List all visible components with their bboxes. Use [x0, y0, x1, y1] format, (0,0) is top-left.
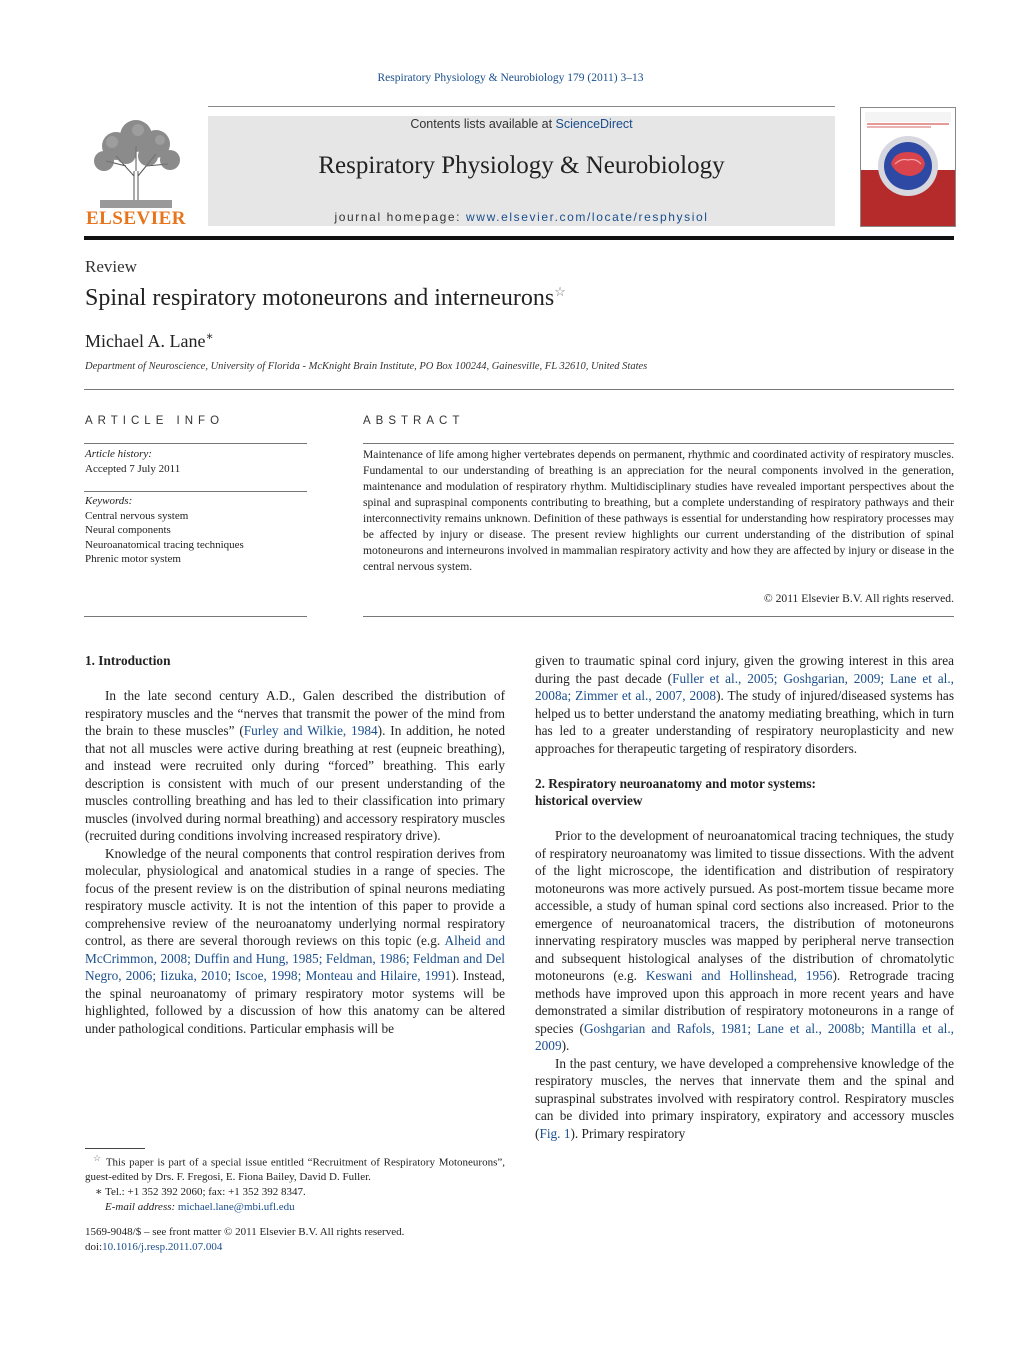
heading-line: historical overview	[535, 793, 643, 808]
email-label: E-mail address:	[105, 1201, 176, 1214]
abstract-heading: ABSTRACT	[363, 415, 465, 427]
keyword-item: Phrenic motor system	[85, 553, 181, 565]
citation-link[interactable]: Goshgarian and Rafols, 1981; Lane et al., 2008b; Mantilla et al., 2009	[535, 1020, 955, 1053]
divider	[84, 491, 307, 492]
history-label: Article history:	[85, 448, 152, 460]
elsevier-tree-logo	[86, 116, 186, 210]
text: Prior to the development of neuroanatomical tracing techniques, the study of respiratory neuroanatomy was limited to tissue dissections. With the advent of the light microscope, the identification and distribution of respiratory motoneurons was more actively pursued. As post-mortem tissue became more accessible, a study of human spinal cord sections also increased. Prior to the emergence of neuroanatomical tracers, the distribution of motoneurons innervating respiratory muscles was mapped by peripheral nerve transection and subsequent histological analyses of the distribution of chromatolytic motoneurons (e.g.	[535, 828, 954, 983]
divider	[84, 616, 307, 617]
author-affiliation: Department of Neuroscience, University of Florida - McKnight Brain Institute, PO Box 100244, Gainesville, FL 32610, United States	[85, 361, 648, 372]
keyword-item: Central nervous system	[85, 509, 189, 522]
text: This paper is part of a special issue entitled “Recruitment of Respiratory Motoneurons”, guest-edited by Drs. F. Fregosi, E. Fiona Bailey, David D. Fuller.	[85, 1156, 506, 1184]
citation-link[interactable]: Keswani and Hollinshead, 1956	[645, 968, 833, 983]
header-bottom-rule	[84, 236, 954, 240]
doi-prefix: doi:	[85, 1241, 103, 1253]
keywords	[85, 494, 307, 567]
paragraph	[85, 687, 505, 845]
figure-link[interactable]: Fig. 1	[539, 1125, 571, 1141]
article-title-text: Spinal respiratory motoneurons and interneurons	[85, 285, 555, 311]
section-heading-introduction: 1. Introduction	[85, 653, 171, 668]
email-link[interactable]: michael.lane@mbi.ufl.edu	[177, 1201, 295, 1214]
author-footnote-mark[interactable]: ∗	[205, 329, 214, 343]
footnote-mark: ∗	[95, 1186, 103, 1199]
text: ).	[561, 1038, 570, 1053]
heading-line: 2. Respiratory neuroanatomy and motor systems:	[535, 775, 816, 791]
author-name-text: Michael A. Lane	[85, 331, 206, 351]
divider	[363, 616, 954, 617]
divider	[84, 443, 307, 444]
text: ). The study of injured/diseased systems has helped us to better understand the anatomy mediating breathing, which in turn has led to a greater understanding of respiratory neuroplasticity and new approaches for therapeutic targeting of respiratory disorders.	[535, 688, 954, 756]
divider	[84, 389, 954, 390]
keywords-label: Keywords:	[85, 495, 133, 507]
keyword-item: Neuroanatomical tracing techniques	[85, 538, 244, 551]
text: ). Instead, the spinal neuroanatomy of primary respiratory motor systems will be highlighted, followed by a discussion of how this anatomy can be altered under pathological conditions. Particular emphasis will be	[85, 968, 505, 1036]
paragraph	[85, 845, 505, 1038]
footnote-mark: ☆	[93, 1153, 103, 1163]
citation-link[interactable]: Furley and Wilkie, 1984	[243, 723, 378, 738]
paragraph	[535, 652, 954, 757]
footnote-rule	[85, 1148, 145, 1149]
text: given to traumatic spinal cord injury, given the growing interest in this area during the past decade (	[535, 653, 954, 686]
journal-homepage	[208, 210, 835, 224]
journal-name: Respiratory Physiology & Neurobiology	[318, 152, 725, 179]
journal-citation[interactable]: Respiratory Physiology & Neurobiology 179 (2011) 3–13	[377, 72, 644, 84]
elsevier-wordmark: ELSEVIER	[85, 208, 187, 229]
issn-doi	[85, 1225, 505, 1255]
citation-link[interactable]: Fuller et al., 2005; Goshgarian, 2009; Lane et al., 2008a; Zimmer et al., 2007, 2008	[535, 670, 955, 703]
sciencedirect-link[interactable]: ScienceDirect	[555, 117, 633, 131]
header-top-rule	[208, 106, 835, 107]
citation-link[interactable]: Alheid and McCrimmon, 2008; Duffin and Hung, 1985; Feldman, 1986; Feldman and Del Negro, 2006; Iizuka, 2010; Iscoe, 1998; Monteau and Hilaire, 1991	[85, 933, 505, 983]
paragraph	[535, 827, 954, 1055]
body-left-column	[85, 652, 505, 1037]
doi-link[interactable]: 10.1016/j.resp.2011.07.004	[102, 1241, 223, 1253]
issn-line: 1569-9048/$ – see front matter © 2011 Elsevier B.V. All rights reserved.	[85, 1226, 405, 1238]
homepage-prefix: journal homepage:	[334, 210, 467, 224]
text: ). Primary respiratory	[570, 1125, 686, 1141]
divider	[363, 443, 954, 444]
text: ). In addition, he noted that not all muscles were active during breathing at rest (eupneic breathing), and instead were recruited only during “forced” breathing. This early description is consistent with much of our present understanding of the muscles controlling breathing and has led to their classification into primary muscles (involved during normal breathing) and accessory respiratory muscles (recruited during conditions involving increased respiratory drive).	[85, 723, 505, 843]
text: In the past century, we have developed a comprehensive knowledge of the respiratory muscles, the nerves that innervate them and the spinal and supraspinal substrates involved with respiratory control. Respiratory muscles can be divided into primary inspiratory, expiratory and accessory muscles (	[535, 1055, 954, 1141]
article-info-heading: ARTICLE INFO	[85, 415, 225, 427]
body-right-column	[535, 652, 954, 1142]
text: ). Retrograde tracing methods have improved upon this approach in more recent years and have demonstrated a similar distribution of respiratory motoneurons in a range of species (	[535, 968, 955, 1036]
article-history	[85, 447, 307, 476]
contents-line	[208, 117, 835, 131]
paragraph	[535, 1055, 954, 1143]
text: Tel.: +1 352 392 2060; fax: +1 352 392 8347.	[105, 1186, 306, 1199]
section-heading-historical-overview	[535, 775, 954, 810]
footnote-special-issue	[85, 1151, 505, 1185]
title-footnote-mark[interactable]: ☆	[554, 284, 566, 299]
abstract-text: Maintenance of life among higher vertebrates depends on permanent, rhythmic and coordinated activity of respiratory muscles. Fundamental to our understanding of breathing is an appreciation for the neural components involved in the generation, maintenance and modulation of respiratory rhythm. Multidisciplinary studies have revealed important perspectives about the spinal and supraspinal components contributing to breathing, but a complete understanding of respiratory pathways and their interconnectivity remains unknown. Definition of these pathways is essential for understanding how respiratory processes may be affected by injury or disease. The present review highlights our current understanding of the distribution of spinal motoneurons and interneurons involved in mammalian respiratory activity and how they are affected by injury or disease in the central nervous system.	[363, 448, 954, 573]
article-type: Review	[85, 257, 137, 276]
accepted-date: Accepted 7 July 2011	[85, 462, 181, 475]
text: In the late second century A.D., Galen described the distribution of respiratory muscles and the “nerves that transmit the power of the mind from the brain to these muscles” (	[85, 688, 505, 738]
footnotes	[85, 1151, 505, 1215]
article-title	[85, 284, 566, 312]
contents-prefix: Contents lists available at	[410, 117, 556, 131]
text: Knowledge of the neural components that control respiration derives from molecular, physiological and anatomical studies in a range of species. The focus of the present review is on the distribution of spinal neurons mediating respiratory muscle activity. It is not the intention of this paper to provide a comprehensive review of the neuroanatomy underlying normal respiratory control, as there are several thorough reviews on this topic (e.g.	[85, 845, 505, 948]
footnote-contact	[85, 1185, 505, 1200]
footnote-email	[85, 1200, 505, 1215]
author-name	[85, 329, 214, 352]
doi-line	[85, 1240, 505, 1255]
journal-cover-thumbnail[interactable]	[860, 107, 956, 227]
abstract-copyright: © 2011 Elsevier B.V. All rights reserved.	[763, 592, 954, 605]
keyword-item: Neural components	[85, 524, 171, 536]
homepage-link[interactable]: www.elsevier.com/locate/resphysiol	[466, 210, 709, 224]
